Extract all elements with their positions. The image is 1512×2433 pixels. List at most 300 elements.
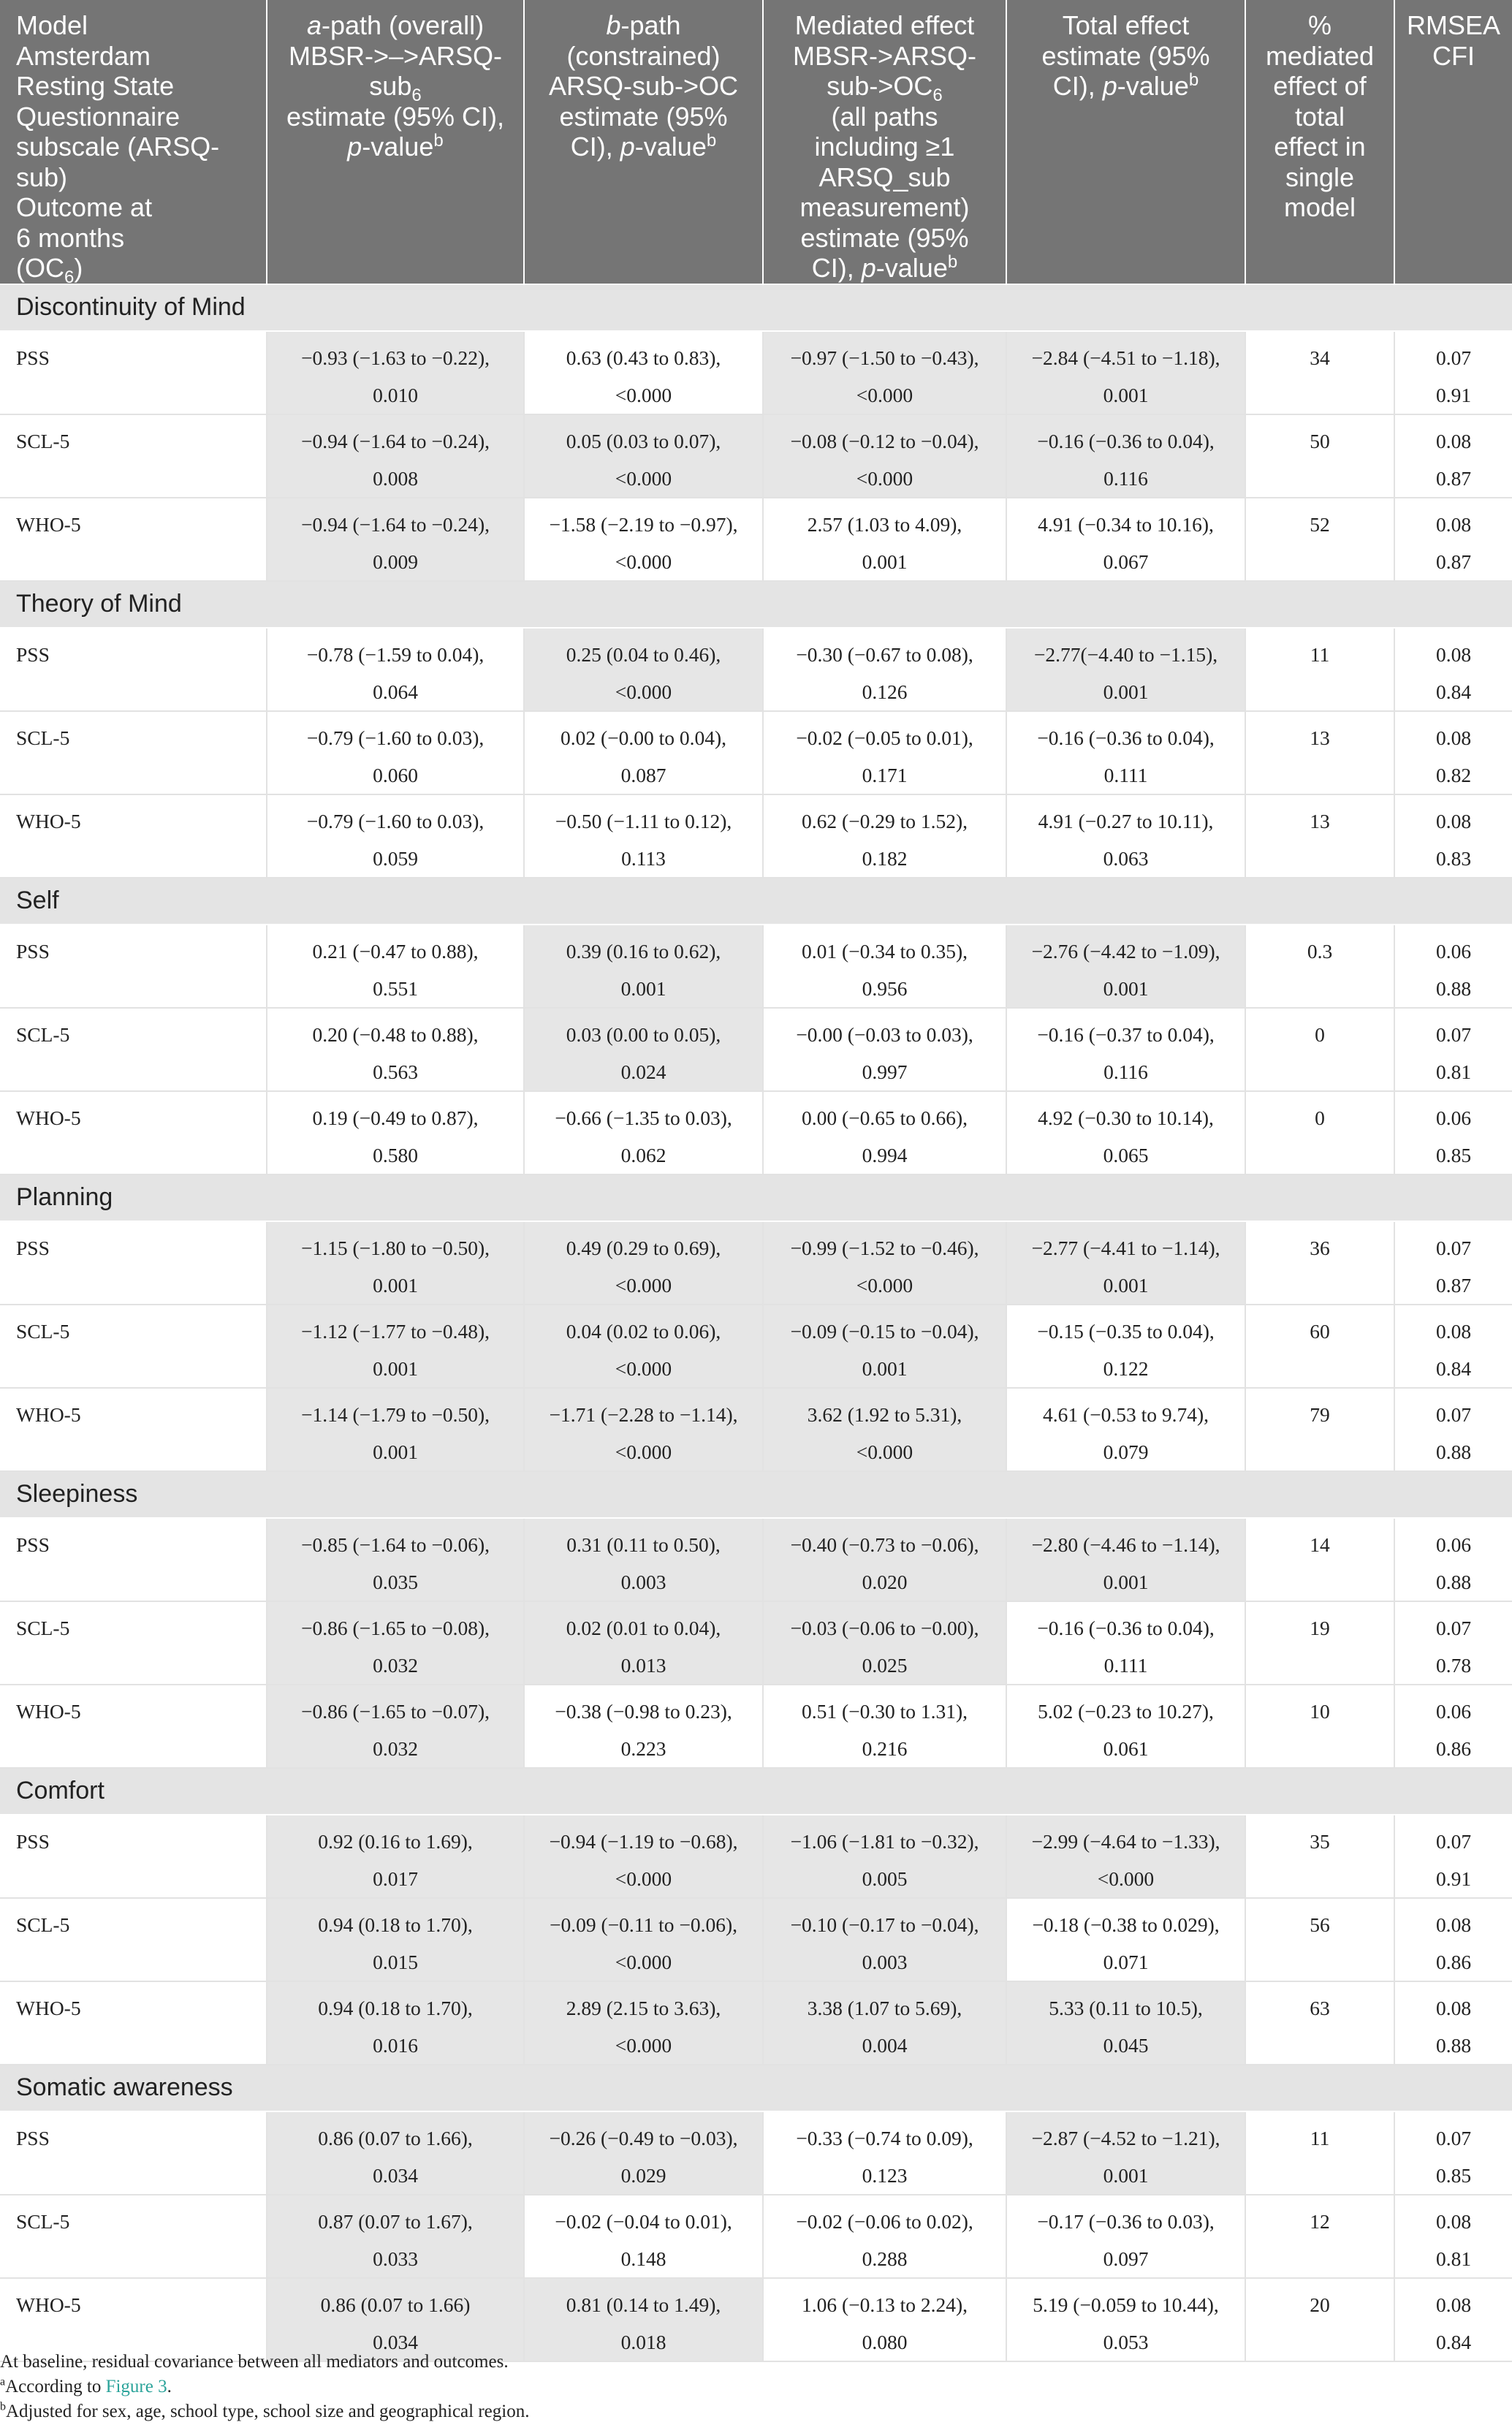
cell-line: 0.033 [373,2247,418,2270]
section-row [0,1174,1512,1221]
table-row [0,331,1512,414]
cell-line: 0.07 [1435,346,1472,369]
percent-mediated-cell: 13 [1245,711,1394,794]
outcome-label: PSS [0,628,267,711]
total-effect-cell [1006,1518,1245,1601]
percent-mediated-cell: 63 [1245,1981,1394,2065]
outcome-label: SCL-5 [0,1305,267,1388]
cell-line: 0.83 [1435,846,1472,870]
cell-line: 1.06 (−0.13 to 2.24), [801,2293,968,2316]
percent-mediated-cell: 10 [1245,1685,1394,1768]
cell-line: 0.994 [862,1143,908,1166]
cell-line: 4.61 (−0.53 to 9.74), [1042,1403,1209,1426]
cell-line: −0.02 (−0.06 to 0.02), [796,2209,973,2233]
table-row [0,498,1512,581]
b-path-cell [524,2278,763,2361]
cell-line: 0.84 [1435,1356,1472,1380]
cell-line: 0.87 [1435,1273,1472,1297]
cell-line: −0.26 (−0.49 to −0.03), [549,2126,738,2149]
a-path-cell [267,711,524,794]
outcome-label: PSS [0,925,267,1008]
fit-indices-cell [1394,2111,1512,2195]
cell-line: 0.064 [373,680,418,703]
cell-line: −0.86 (−1.65 to −0.08), [300,1616,490,1639]
cell-line: −0.02 (−0.05 to 0.01), [796,726,973,749]
cell-line: 0.92 (0.16 to 1.69), [318,1829,473,1853]
cell-line: <0.000 [856,1440,913,1463]
cell-line: 0.097 [1103,2247,1149,2270]
mediated-effect-cell [763,1518,1006,1601]
fit-indices-cell [1394,925,1512,1008]
percent-mediated-cell: 56 [1245,1898,1394,1981]
a-path-cell [267,498,524,581]
fit-indices-cell [1394,1601,1512,1685]
b-path-cell [524,1305,763,1388]
cell-line: 0.029 [620,2163,666,2187]
percent-mediated-cell: 0 [1245,1008,1394,1091]
outcome-label: PSS [0,2111,267,2195]
mediated-effect-cell [763,1981,1006,2065]
cell-line: 0.86 (0.07 to 1.66), [318,2126,473,2149]
outcome-label: SCL-5 [0,711,267,794]
outcome-label: PSS [0,1815,267,1898]
mediated-effect-cell [763,711,1006,794]
table-row [0,1981,1512,2065]
cell-line: 0.116 [1103,466,1148,490]
cell-line: 0.51 (−0.30 to 1.31), [801,1699,968,1723]
outcome-label: PSS [0,1221,267,1305]
cell-line: −1.15 (−1.80 to −0.50), [300,1236,490,1259]
table-row [0,628,1512,711]
cell-line: 0.62 (−0.29 to 1.52), [801,809,968,832]
cell-line: <0.000 [856,466,913,490]
b-path-cell [524,2111,763,2195]
fit-indices-cell [1394,628,1512,711]
a-path-cell [267,1815,524,1898]
cell-line: −0.33 (−0.74 to 0.09), [796,2126,973,2149]
a-path-cell [267,628,524,711]
section-title: Planning [0,1174,1512,1221]
cell-line: 0.88 [1435,2033,1472,2057]
mediated-effect-cell [763,1008,1006,1091]
table-row [0,2195,1512,2278]
cell-line: −1.71 (−2.28 to −1.14), [549,1403,738,1426]
cell-line: 0.060 [373,763,418,786]
total-effect-cell [1006,1685,1245,1768]
cell-line: −0.02 (−0.04 to 0.01), [555,2209,732,2233]
cell-line: 0.88 [1435,976,1472,1000]
cell-line: 0.035 [373,1570,418,1593]
cell-line: 0.07 [1435,1403,1472,1426]
section-row [0,2065,1512,2111]
cell-line: −0.97 (−1.50 to −0.43), [790,346,979,369]
cell-line: <0.000 [615,1867,672,1890]
cell-line: 0.91 [1435,1867,1472,1890]
cell-line: 0.015 [373,1950,418,1973]
cell-line: 0.91 [1435,383,1472,406]
total-effect-cell [1006,2195,1245,2278]
section-row [0,878,1512,925]
cell-line: 2.57 (1.03 to 4.09), [807,512,962,536]
mediated-effect-cell [763,1898,1006,1981]
section-row [0,1471,1512,1518]
a-path-cell [267,331,524,414]
cell-line: 0.997 [862,1060,908,1083]
b-path-cell [524,628,763,711]
footnote-a: $^a$According to Figure 3. [0,2375,172,2396]
total-effect-cell [1006,1305,1245,1388]
b-path-cell [524,498,763,581]
table-body [0,284,1512,2361]
cell-line: 0.059 [373,846,418,870]
cell-line: 0.034 [373,2330,418,2353]
cell-line: 0.122 [1103,1356,1149,1380]
cell-line: 0.07 [1435,1829,1472,1853]
footnote-baseline: At baseline, residual covariance between all mediators and outcomes. [0,2352,509,2372]
cell-line: 0.08 [1435,642,1472,666]
header-model: Model Amsterdam Resting State Questionnaire subscale (ARSQ- sub) Outcome at 6 months $(OC_6)$ [0,0,267,284]
a-path-cell [267,2195,524,2278]
cell-line: −0.85 (−1.64 to −0.06), [300,1533,490,1556]
fit-indices-cell [1394,1981,1512,2065]
cell-line: 0.94 (0.18 to 1.70), [318,1913,473,1936]
cell-line: 0.017 [373,1867,418,1890]
cell-line: 0.63 (0.43 to 0.83), [566,346,721,369]
mediated-effect-cell [763,1685,1006,1768]
cell-line: 0.00 (−0.65 to 0.66), [801,1106,968,1129]
cell-line: 0.288 [862,2247,908,2270]
cell-line: 0.07 [1435,1616,1472,1639]
cell-line: −0.03 (−0.06 to −0.00), [790,1616,979,1639]
cell-line: 0.20 (−0.48 to 0.88), [312,1022,479,1046]
cell-line: 0.062 [620,1143,666,1166]
cell-line: 0.032 [373,1736,418,1760]
cell-line: <0.000 [615,550,672,573]
cell-line: <0.000 [615,1950,672,1973]
cell-line: −0.16 (−0.36 to 0.04), [1037,726,1215,749]
cell-line: −1.14 (−1.79 to −0.50), [300,1403,490,1426]
total-effect-cell [1006,1815,1245,1898]
cell-line: 5.02 (−0.23 to 10.27), [1038,1699,1214,1723]
outcome-label: WHO-5 [0,1981,267,2065]
fit-indices-cell [1394,1815,1512,1898]
cell-line: 0.25 (0.04 to 0.46), [566,642,721,666]
cell-line: 0.001 [1103,680,1149,703]
cell-line: 4.91 (−0.27 to 10.11), [1038,809,1214,832]
cell-line: 0.31 (0.11 to 0.50), [566,1533,721,1556]
cell-line: 2.89 (2.15 to 3.63), [566,1996,721,2019]
cell-line: 0.005 [862,1867,908,1890]
cell-line: 0.04 (0.02 to 0.06), [566,1319,721,1343]
a-path-cell [267,1008,524,1091]
table-row [0,1305,1512,1388]
cell-line: 5.19 (−0.059 to 10.44), [1033,2293,1219,2316]
a-path-cell [267,2278,524,2361]
cell-line: 0.956 [862,976,908,1000]
cell-line: 0.01 (−0.34 to 0.35), [801,939,968,963]
table-row [0,1221,1512,1305]
cell-line: 0.032 [373,1653,418,1677]
cell-line: −2.80 (−4.46 to −1.14), [1031,1533,1220,1556]
fit-indices-cell [1394,1388,1512,1471]
b-path-cell [524,1898,763,1981]
cell-line: −0.16 (−0.36 to 0.04), [1037,429,1215,452]
table-row [0,1388,1512,1471]
table-row [0,1518,1512,1601]
a-path-cell [267,1898,524,1981]
cell-line: 0.08 [1435,2209,1472,2233]
cell-line: 0.034 [373,2163,418,2187]
cell-line: 0.024 [620,1060,666,1083]
cell-line: −0.94 (−1.64 to −0.24), [300,429,490,452]
header-row [0,0,1512,284]
cell-line: 0.08 [1435,1319,1472,1343]
cell-line: −0.38 (−0.98 to 0.23), [555,1699,732,1723]
cell-line: 0.03 (0.00 to 0.05), [566,1022,721,1046]
outcome-label: SCL-5 [0,414,267,498]
cell-line: 0.063 [1103,846,1149,870]
cell-line: 0.020 [862,1570,908,1593]
cell-line: −0.93 (−1.63 to −0.22), [300,346,490,369]
cell-line: 0.81 [1435,2247,1472,2270]
percent-mediated-cell: 79 [1245,1388,1394,1471]
cell-line: 4.92 (−0.30 to 10.14), [1038,1106,1214,1129]
fit-indices-cell [1394,1091,1512,1174]
a-path-cell [267,1518,524,1601]
cell-line: 0.08 [1435,1996,1472,2019]
cell-line: 0.19 (−0.49 to 0.87), [312,1106,479,1129]
cell-line: −0.79 (−1.60 to 0.03), [306,809,485,832]
b-path-cell [524,331,763,414]
figure-3-link[interactable]: Figure 3 [105,2377,167,2396]
cell-line: 0.001 [1103,383,1149,406]
cell-line: 0.02 (−0.00 to 0.04), [560,726,727,749]
cell-line: 0.003 [862,1950,908,1973]
cell-line: 0.84 [1435,680,1472,703]
cell-line: −0.50 (−1.11 to 0.12), [555,809,732,832]
table-row [0,2111,1512,2195]
section-row [0,284,1512,331]
section-row [0,1768,1512,1815]
table-row [0,1091,1512,1174]
b-path-cell [524,1221,763,1305]
b-path-cell [524,711,763,794]
cell-line: −0.30 (−0.67 to 0.08), [796,642,973,666]
cell-line: 0.171 [862,763,908,786]
percent-mediated-cell: 35 [1245,1815,1394,1898]
percent-mediated-cell: 19 [1245,1601,1394,1685]
cell-line: 0.182 [862,846,908,870]
table-row [0,414,1512,498]
cell-line: <0.000 [615,383,672,406]
cell-line: −0.18 (−0.38 to 0.029), [1032,1913,1220,1936]
cell-line: 0.003 [620,1570,666,1593]
section-title: Somatic awareness [0,2065,1512,2111]
a-path-cell [267,1981,524,2065]
a-path-cell [267,1091,524,1174]
cell-line: −0.79 (−1.60 to 0.03), [306,726,485,749]
cell-line: −2.77(−4.40 to −1.15), [1033,642,1218,666]
cell-line: 0.018 [620,2330,666,2353]
cell-line: 0.81 (0.14 to 1.49), [566,2293,721,2316]
fit-indices-cell [1394,331,1512,414]
cell-line: <0.000 [615,1356,672,1380]
mediated-effect-cell [763,1601,1006,1685]
percent-mediated-cell: 0 [1245,1091,1394,1174]
cell-line: 0.001 [862,1356,908,1380]
percent-mediated-cell: 14 [1245,1518,1394,1601]
mediated-effect-cell [763,1091,1006,1174]
b-path-cell [524,794,763,878]
cell-line: 0.88 [1435,1570,1472,1593]
b-path-cell [524,1981,763,2065]
cell-line: −0.78 (−1.59 to 0.04), [306,642,485,666]
outcome-label: PSS [0,331,267,414]
cell-line: −1.06 (−1.81 to −0.32), [790,1829,979,1853]
b-path-cell [524,1091,763,1174]
cell-line: 0.010 [373,383,418,406]
cell-line: 0.81 [1435,1060,1472,1083]
percent-mediated-cell: 60 [1245,1305,1394,1388]
cell-line: 0.06 [1435,1699,1472,1723]
cell-line: 0.88 [1435,1440,1472,1463]
mediated-effect-cell [763,794,1006,878]
cell-line: 0.86 [1435,1950,1472,1973]
cell-line: 0.21 (−0.47 to 0.88), [312,939,479,963]
header-percent-mediated: % mediated effect of total effect in single model [1245,0,1394,284]
cell-line: 0.85 [1435,2163,1472,2187]
total-effect-cell [1006,414,1245,498]
cell-line: −2.87 (−4.52 to −1.21), [1031,2126,1220,2149]
cell-line: −0.17 (−0.36 to 0.03), [1037,2209,1215,2233]
b-path-cell [524,1518,763,1601]
percent-mediated-cell: 20 [1245,2278,1394,2361]
cell-line: 0.87 (0.07 to 1.67), [318,2209,473,2233]
cell-line: −0.94 (−1.19 to −0.68), [549,1829,738,1853]
section-title: Comfort [0,1768,1512,1815]
cell-line: −1.58 (−2.19 to −0.97), [549,512,738,536]
b-path-cell [524,1815,763,1898]
total-effect-cell [1006,2278,1245,2361]
cell-line: 0.08 [1435,512,1472,536]
section-title: Theory of Mind [0,581,1512,628]
cell-line: 0.86 [1435,1736,1472,1760]
outcome-label: WHO-5 [0,2278,267,2361]
cell-line: 0.85 [1435,1143,1472,1166]
mediated-effect-cell [763,331,1006,414]
cell-line: 0.39 (0.16 to 0.62), [566,939,721,963]
cell-line: 0.016 [373,2033,418,2057]
outcome-label: WHO-5 [0,1091,267,1174]
cell-line: 0.004 [862,2033,908,2057]
cell-line: 0.001 [862,550,908,573]
cell-line: 0.06 [1435,939,1472,963]
cell-line: 0.061 [1103,1736,1149,1760]
total-effect-cell [1006,1091,1245,1174]
mediated-effect-cell [763,925,1006,1008]
cell-line: 3.62 (1.92 to 5.31), [807,1403,962,1426]
cell-line: <0.000 [615,466,672,490]
cell-line: −2.99 (−4.64 to −1.33), [1031,1829,1220,1853]
cell-line: 0.116 [1103,1060,1148,1083]
cell-line: 0.126 [862,680,908,703]
mediated-effect-cell [763,414,1006,498]
table-row [0,925,1512,1008]
cell-line: 0.111 [1103,763,1148,786]
percent-mediated-cell: 52 [1245,498,1394,581]
a-path-cell [267,1601,524,1685]
cell-line: 0.08 [1435,429,1472,452]
total-effect-cell [1006,1221,1245,1305]
cell-line: 4.91 (−0.34 to 10.16), [1038,512,1214,536]
header-a-path: a-path (overall) MBSR->–>ARSQ- sub$_6$ estimate (95% CI), p-value$^b$ [267,0,524,284]
mediated-effect-cell [763,1221,1006,1305]
cell-line: 0.009 [373,550,418,573]
cell-line: 0.045 [1103,2033,1149,2057]
cell-line: 0.08 [1435,809,1472,832]
cell-line: 0.563 [373,1060,418,1083]
percent-mediated-cell: 11 [1245,628,1394,711]
percent-mediated-cell: 12 [1245,2195,1394,2278]
b-path-cell [524,1388,763,1471]
fit-indices-cell [1394,1898,1512,1981]
b-path-cell [524,925,763,1008]
mediated-effect-cell [763,1305,1006,1388]
cell-line: −0.09 (−0.11 to −0.06), [549,1913,738,1936]
b-path-cell [524,1601,763,1685]
fit-indices-cell [1394,1305,1512,1388]
section-row [0,581,1512,628]
mediated-effect-cell [763,2278,1006,2361]
total-effect-cell [1006,1388,1245,1471]
a-path-cell [267,1388,524,1471]
header-mediated-effect: Mediated effect MBSR->ARSQ- sub-$>OC_6$ (all paths including ≥1 ARSQ_sub measurement) estimate (95% CI), p-value$^b$ [763,0,1006,284]
fit-indices-cell [1394,1008,1512,1091]
cell-line: 0.82 [1435,763,1472,786]
section-title: Self [0,878,1512,925]
cell-line: 0.216 [862,1736,908,1760]
b-path-cell [524,1685,763,1768]
cell-line: −0.16 (−0.37 to 0.04), [1037,1022,1215,1046]
header-fit-indices: RMSEA CFI [1394,0,1512,284]
fit-indices-cell [1394,1685,1512,1768]
cell-line: 0.148 [620,2247,666,2270]
cell-line: 0.087 [620,763,666,786]
cell-line: 0.84 [1435,2330,1472,2353]
cell-line: 5.33 (0.11 to 10.5), [1049,1996,1203,2019]
cell-line: 0.001 [373,1440,418,1463]
cell-line: 0.78 [1435,1653,1472,1677]
total-effect-cell [1006,1981,1245,2065]
cell-line: 0.079 [1103,1440,1149,1463]
cell-line: 0.08 [1435,2293,1472,2316]
header-b-path: b-path (constrained) ARSQ-sub->OC estimate (95% CI), p-value$^b$ [524,0,763,284]
cell-line: <0.000 [615,1440,672,1463]
cell-line: <0.000 [1097,1867,1155,1890]
cell-line: −1.12 (−1.77 to −0.48), [300,1319,490,1343]
cell-line: 0.94 (0.18 to 1.70), [318,1996,473,2019]
fit-indices-cell [1394,2195,1512,2278]
a-path-cell [267,1305,524,1388]
total-effect-cell [1006,1898,1245,1981]
cell-line: 0.87 [1435,550,1472,573]
fit-indices-cell [1394,1518,1512,1601]
cell-line: 0.07 [1435,2126,1472,2149]
outcome-label: SCL-5 [0,1601,267,1685]
cell-line: 0.025 [862,1653,908,1677]
percent-mediated-cell: 36 [1245,1221,1394,1305]
mediated-effect-cell [763,1815,1006,1898]
